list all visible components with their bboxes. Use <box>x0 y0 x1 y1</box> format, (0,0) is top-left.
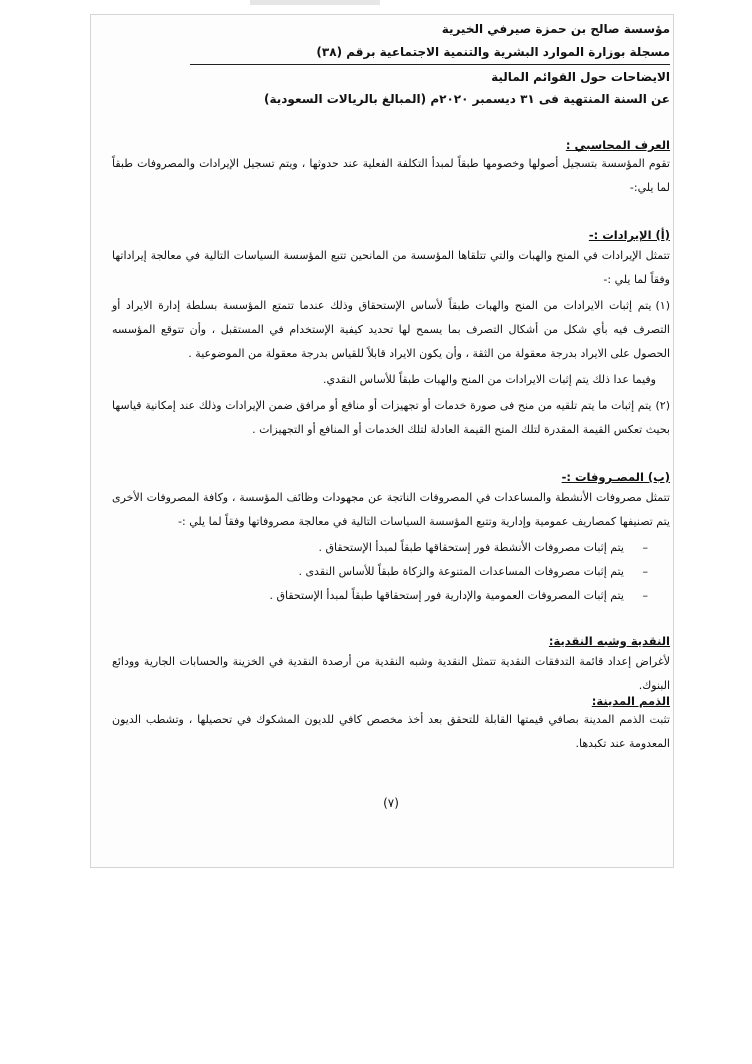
registration-line: مسجلة بوزارة الموارد البشرية والتنمية الاجتماعية برقم (٣٨) <box>316 45 670 59</box>
revenues-item-1-number: (١) <box>655 299 670 312</box>
header-rule <box>190 64 670 65</box>
receivables-heading: الذمم المدينة: <box>591 694 670 708</box>
expenses-bullet-2: يتم إثبات مصروفات المساعدات المتنوعة والزكاة طبقاً للأساس النقدى . <box>298 565 624 578</box>
revenues-item-2-text: يتم إثبات ما يتم تلقيه من منح فى صورة خدمات أو تجهيزات أو منافع أو مرافق ضمن الإيرادات وذلك عند إمكانية قياسها بحيث تعكس القيمة المقدرة لتلك المنح القيمة العادلة لتلك الخدمات أو المنافع أو التجهيزات . <box>112 399 670 436</box>
top-edge-mark <box>250 0 380 5</box>
revenues-item-1 <box>112 294 670 366</box>
list-item <box>269 536 648 560</box>
receivables-text: تثبت الذمم المدينة بصافي قيمتها القابلة للتحقق بعد أخذ مخصص كافي للديون المشكوك في تحصيلها ، وتشطب الديون المعدومة عند تكبدها. <box>112 713 670 750</box>
statement-period: عن السنة المنتهية فى ٣١ ديسمبر ٢٠٢٠م (المبالغ بالريالات السعودية) <box>264 92 670 106</box>
expenses-bullet-1: يتم إثبات مصروفات الأنشطة فور إستحقاقها طبقاً لمبدأ الإستحقاق . <box>318 541 624 554</box>
expenses-bullet-list <box>269 536 648 608</box>
expenses-heading: (ب) المصـروفات :- <box>561 470 670 484</box>
bullet-marker: – <box>642 565 648 578</box>
statement-title: الايضاحات حول القوائم المالية <box>491 70 670 84</box>
revenues-intro: تتمثل الإيرادات في المنح والهبات والتي تتلقاها المؤسسة من المانحين تتبع المؤسسة السياسات التالية في معالجة إيراداتها وفقاً لما يلي :- <box>112 249 670 286</box>
expenses-intro: تتمثل مصروفات الأنشطة والمساعدات في المصروفات الناتجة عن مجهودات وظائف المؤسسة ، وكافة المصروفات الأخرى يتم تصنيفها كمصاريف عمومية وإدارية وتتبع المؤسسة السياسات التالية في معالجة مصروفاتها وفقاً لما يلي :- <box>112 491 670 528</box>
revenues-note: وفيما عدا ذلك يتم إثبات الايرادات من المنح والهبات طبقاً للأساس النقدي. <box>323 373 656 386</box>
accounting-convention-text: تقوم المؤسسة بتسجيل أصولها وخصومها طبقاً لمبدأ التكلفة الفعلية عند حدوثها ، ويتم تسجيل الإيرادات والمصروفات طبقاً لما يلي:- <box>112 157 670 194</box>
expenses-bullet-3: يتم إثبات المصروفات العمومية والإدارية فور إستحقاقها طبقاً لمبدأ الإستحقاق . <box>269 589 624 602</box>
cash-heading: النقدية وشبه النقدية: <box>548 634 670 648</box>
bullet-marker: – <box>642 541 648 554</box>
revenues-item-2-number: (٢) <box>655 399 670 412</box>
list-item <box>269 560 648 584</box>
list-item <box>269 584 648 608</box>
revenues-item-1-text: يتم إثبات الايرادات من المنح والهبات طبقاً لأساس الإستحقاق وذلك عندما تتمتع المؤسسة بسلطة إدارة الايراد أو التصرف فيه بأي شكل من أشكال التصرف بما يسمح لها تحديد كيفية الإستخدام في المستقبل ، وأن تتوقع المؤسسه الحصول على الايراد بدرجة معقولة من الثقة ، وأن يكون الايراد قابلاً للقياس بدرجة معقولة من الموضوعية . <box>112 299 670 360</box>
revenues-heading: (أ) الإيرادات :- <box>588 228 670 242</box>
page-number: (٧) <box>383 796 399 810</box>
bullet-marker: – <box>642 589 648 602</box>
cash-text: لأغراض إعداد قائمة التدفقات النقدية تتمثل النقدية وشبه النقدية من أرصدة النقدية في الخزينة والحسابات الجارية وودائع البنوك. <box>112 655 670 692</box>
org-name: مؤسسة صالح بن حمزة صيرفي الخيرية <box>441 22 670 36</box>
accounting-convention-heading: العرف المحاسبي : <box>565 138 670 152</box>
revenues-item-2 <box>112 394 670 442</box>
